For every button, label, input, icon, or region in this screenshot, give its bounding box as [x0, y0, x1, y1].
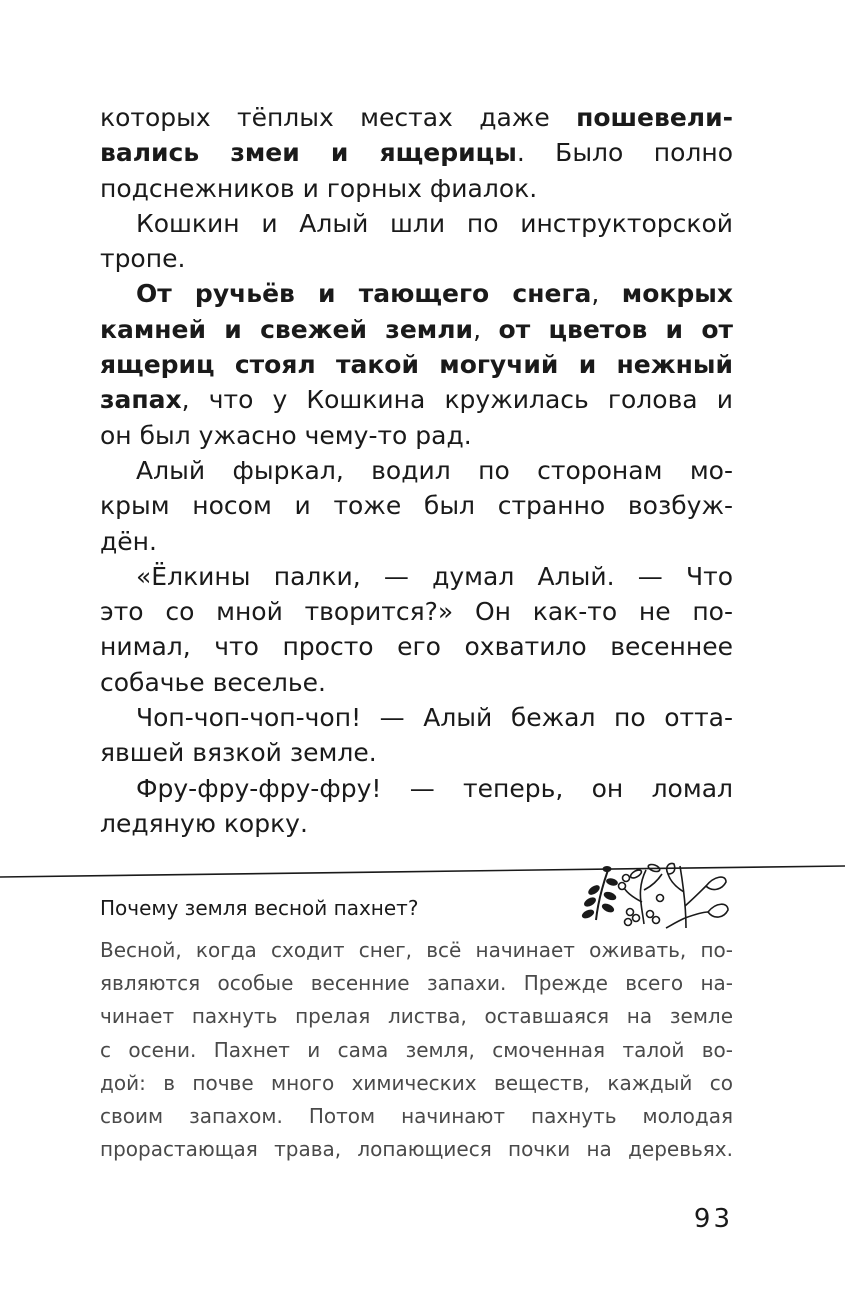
sidebar-line: своим запахом. Потом начинают пахнуть молодая — [100, 1103, 733, 1128]
text-line: он был ужасно чему-то рад. — [100, 420, 472, 450]
text-line — [100, 276, 733, 311]
text-line: дён. — [100, 526, 157, 556]
text-line — [100, 347, 733, 382]
text-line: явшей вязкой земле. — [100, 738, 377, 768]
sidebar-line: с осени. Пахнет и сама земля, смоченная талой во- — [100, 1037, 733, 1062]
text-line: нимал, что просто его охватило весеннее — [100, 632, 733, 662]
text-line: это со мной творится?» Он как-то не по- — [100, 597, 733, 627]
sidebar-line: являются особые весенние запахи. Прежде всего на- — [100, 971, 733, 996]
text-fragment: . Было полно — [516, 138, 734, 168]
sidebar-line: Весной, когда сходит снег, всё начинает оживать, по- — [100, 938, 733, 962]
text-line: ледяную корку. — [100, 808, 308, 838]
sidebar-body — [100, 934, 733, 1166]
text-fragment: которых тёплых местах даже — [100, 103, 577, 132]
text-line — [100, 100, 733, 135]
text-line — [100, 312, 733, 347]
bold-fragment: пошевели- — [576, 103, 733, 132]
text-line: Алый фыркал, водил по сторонам мо- — [136, 455, 733, 485]
sidebar-line: прорастающая трава, лопающиеся почки на деревьях. — [100, 1137, 733, 1162]
bold-fragment: камней и свежей земли — [100, 314, 474, 344]
page-number: 93 — [693, 1204, 733, 1234]
bold-fragment: мокрых — [621, 279, 733, 309]
text-line — [100, 382, 733, 417]
bold-fragment: От ручьёв и тающего снега — [136, 279, 592, 309]
text-line: крым носом и тоже был странно возбуж- — [100, 491, 733, 521]
bold-fragment: вались змеи и ящерицы — [100, 138, 517, 168]
bold-fragment: ящериц стоял такой могучий и нежный — [100, 350, 733, 380]
text-line: тропе. — [100, 244, 186, 274]
text-line — [100, 135, 733, 170]
text-line: собачье веселье. — [100, 667, 326, 697]
text-line: Кошкин и Алый шли по инструкторской — [136, 208, 733, 238]
text-line: «Ёлкины палки, — думал Алый. — Что — [136, 561, 733, 591]
text-line: Фру-фру-фру-фру! — теперь, он ломал — [136, 773, 733, 803]
text-fragment: , что у Кошкина кружилась голова и — [181, 385, 733, 415]
sidebar-title: Почему земля весной пахнет? — [100, 896, 419, 920]
text-fragment: , — [473, 314, 499, 344]
main-text — [100, 100, 733, 841]
bold-fragment: запах — [100, 385, 182, 415]
bold-fragment: от цветов и от — [498, 314, 733, 344]
plant-sprigs-icon — [574, 862, 734, 932]
text-fragment: , — [591, 279, 622, 309]
sidebar-line: дой: в почве много химических веществ, каждый со — [100, 1070, 733, 1095]
sidebar-line: чинает пахнуть прелая листва, оставшаяся на земле — [100, 1004, 733, 1029]
text-line: подснежников и горных фиалок. — [100, 173, 538, 203]
text-line: Чоп-чоп-чоп-чоп! — Алый бежал по отта- — [136, 703, 733, 733]
